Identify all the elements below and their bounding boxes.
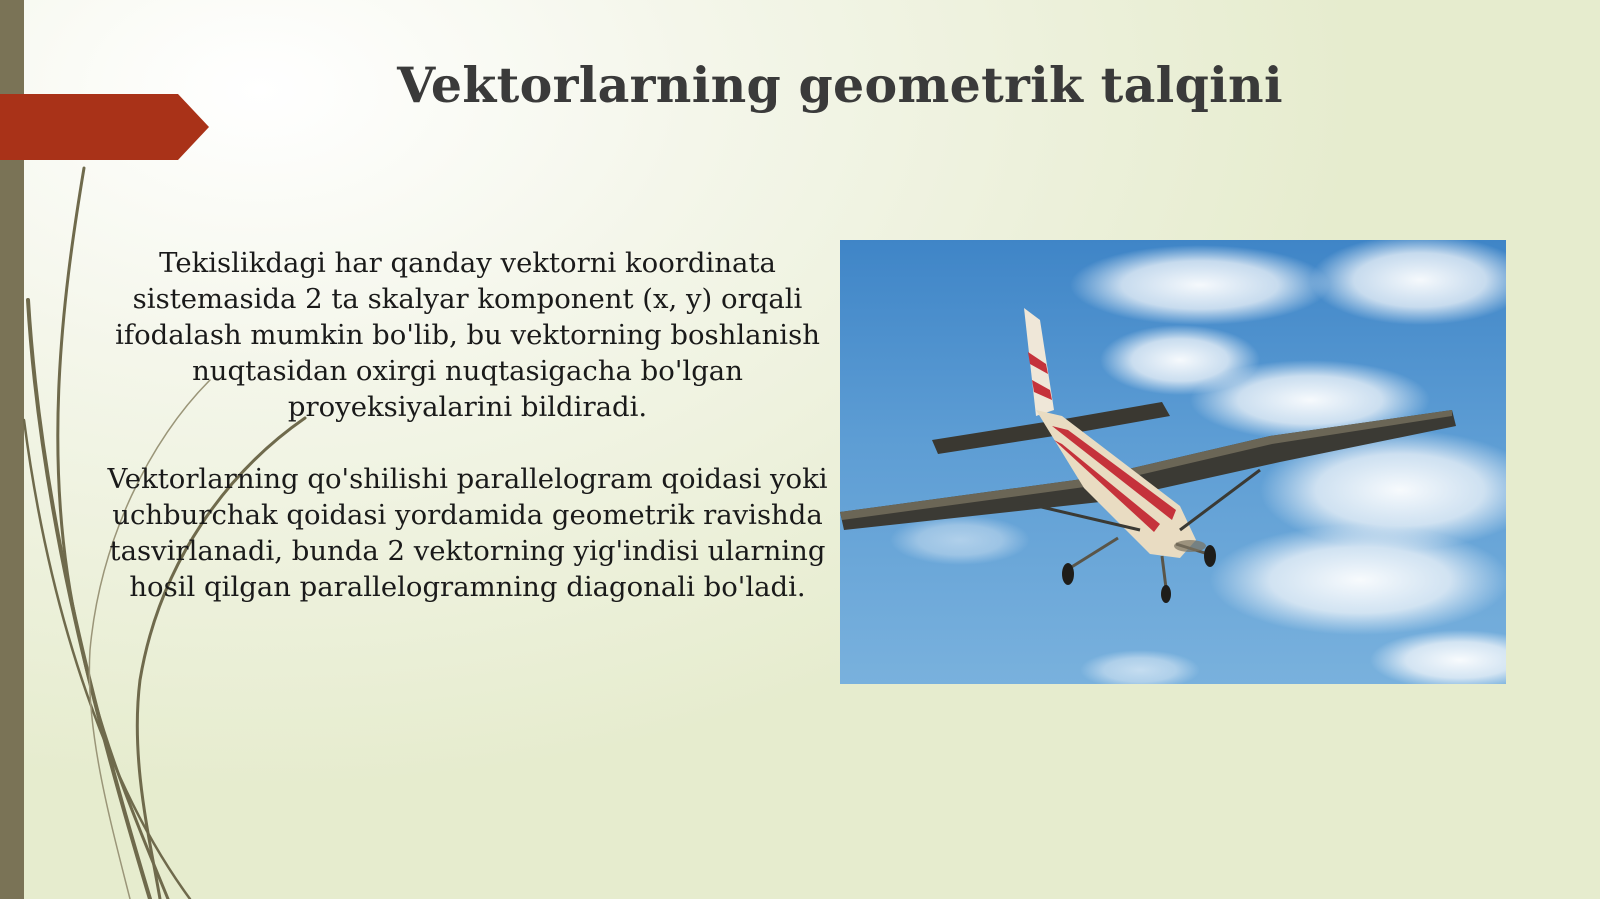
slide-title: Vektorlarning geometrik talqini [397, 56, 1283, 114]
slide-body-text [100, 245, 835, 605]
body-paragraph: Vektorlarning qo'shilishi parallelogram qoidasi yoki uchburchak qoidasi yordamida geometrik ravishda tasvirlanadi, bunda 2 vektorning yig'indisi ularning hosil qilgan parallelogramning diagonali bo'ladi. [107, 463, 828, 603]
body-paragraph: Tekislikdagi har qanday vektorni koordinata sistemasida 2 ta skalyar komponent (x, y) orqali ifodalash mumkin bo'lib, bu vektorning boshlanish nuqtasidan oxirgi nuqtasigacha bo'lgan proyeksiyalarini bildiradi. [115, 247, 820, 423]
red-arrow-tab [0, 94, 209, 160]
airplane-photo [840, 240, 1506, 684]
